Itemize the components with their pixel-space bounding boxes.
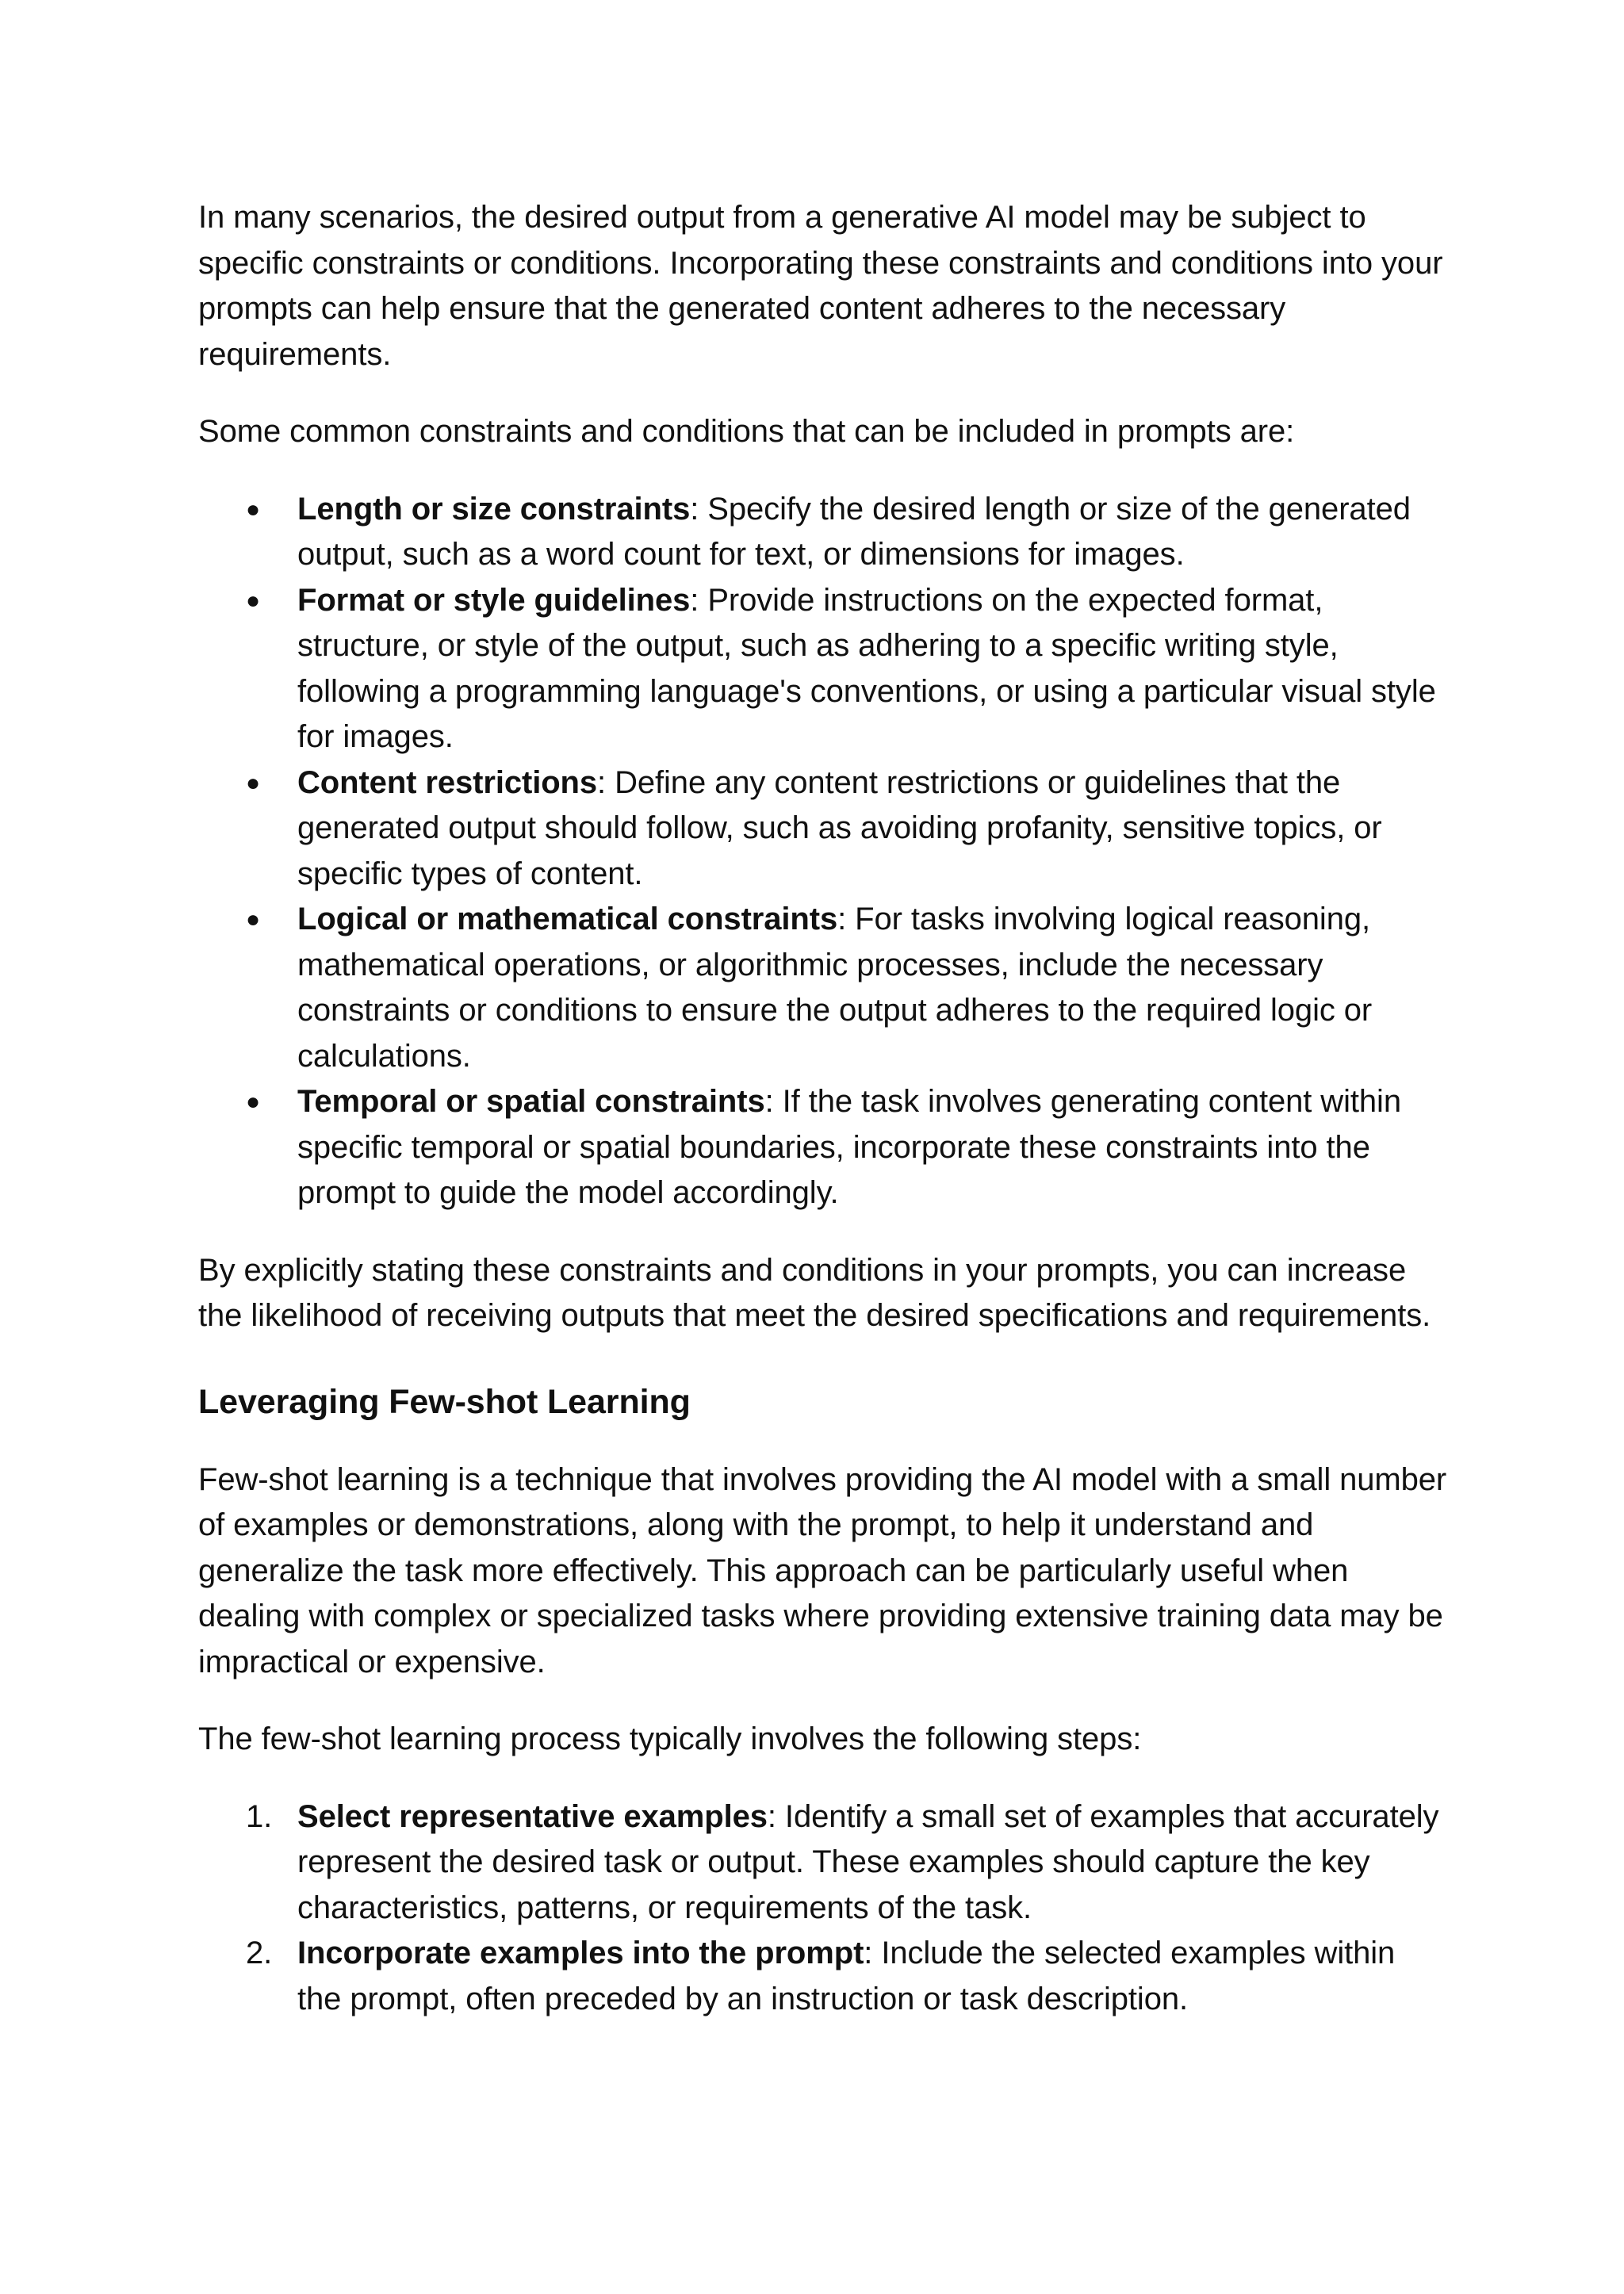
steps-lead-paragraph: The few-shot learning process typically involves the following steps: (198, 1721, 1142, 1756)
list-item-term: Length or size constraints (297, 491, 691, 527)
list-item-term: Format or style guidelines (297, 582, 691, 618)
step-number: 1. (246, 1798, 273, 1834)
list-item-term: Select representative examples (297, 1798, 768, 1834)
document-body (198, 195, 1447, 2054)
step-number: 2. (246, 1936, 273, 1970)
list-item-term: Logical or mathematical constraints (297, 902, 838, 936)
constraints-lead-paragraph: Some common constraints and conditions that can be included in prompts are: (198, 414, 1295, 449)
bullet-icon: ● (246, 769, 261, 796)
list-item (198, 1794, 1447, 1932)
list-item (198, 1931, 1447, 2022)
bullet-icon: ● (246, 1089, 261, 1115)
list-item (198, 578, 1447, 760)
list-item-description: : Provide instructions on the expected format, structure, or style of the output, such as adhering to a specific writing style, following a programming language's conventions, or using a particular visual style for images. (297, 582, 1436, 754)
list-item-term: Incorporate examples into the prompt (297, 1936, 864, 1970)
list-item-description: : Identify a small set of examples that accurately represent the desired task or output. These examples should capture the key characteristics, patterns, or requirements of the task. (297, 1798, 1439, 1925)
list-item-term: Temporal or spatial constraints (297, 1084, 765, 1119)
steps-list (198, 1794, 1447, 2023)
constraints-conclusion-paragraph: By explicitly stating these constraints and conditions in your prompts, you can increase the likelihood of receiving outputs that meet the desired specifications and requirements. (198, 1252, 1431, 1333)
list-item (198, 760, 1447, 898)
list-item (198, 1079, 1447, 1216)
bullet-icon: ● (246, 496, 261, 523)
list-item-description: : Specify the desired length or size of the generated output, such as a word count for text, or dimensions for images. (297, 491, 1411, 572)
bullet-icon: ● (246, 587, 261, 614)
intro-paragraph: In many scenarios, the desired output from a generative AI model may be subject to specific constraints or conditions. Incorporating these constraints and conditions into your prompts can help ensure that the generated content adheres to the necessary requirements. (198, 200, 1443, 372)
list-item (198, 487, 1447, 578)
list-item-description: : If the task involves generating content within specific temporal or spatial boundaries, incorporate these constraints into the prompt to guide the model accordingly. (297, 1084, 1401, 1210)
list-item-description: : For tasks involving logical reasoning, mathematical operations, or algorithmic processes, include the necessary constraints or conditions to ensure the output adheres to the required logic or calculations. (297, 902, 1373, 1074)
list-item-description: : Define any content restrictions or guidelines that the generated output should follow, such as avoiding profanity, sensitive topics, or specific types of content. (297, 764, 1382, 891)
bullet-icon: ● (246, 906, 261, 933)
constraints-list (198, 487, 1447, 1216)
list-item-term: Content restrictions (297, 764, 598, 800)
section-heading: Leveraging Few-shot Learning (198, 1382, 691, 1421)
fewshot-paragraph: Few-shot learning is a technique that involves providing the AI model with a small number of examples or demonstrations, along with the prompt, to help it understand and generalize the task more effectively. This approach can be particularly useful when dealing with complex or specialized tasks where providing extensive training data may be impractical or expensive. (198, 1461, 1447, 1679)
list-item (198, 897, 1447, 1079)
list-item-description: : Include the selected examples within the prompt, often preceded by an instruction or task description. (297, 1936, 1396, 2016)
